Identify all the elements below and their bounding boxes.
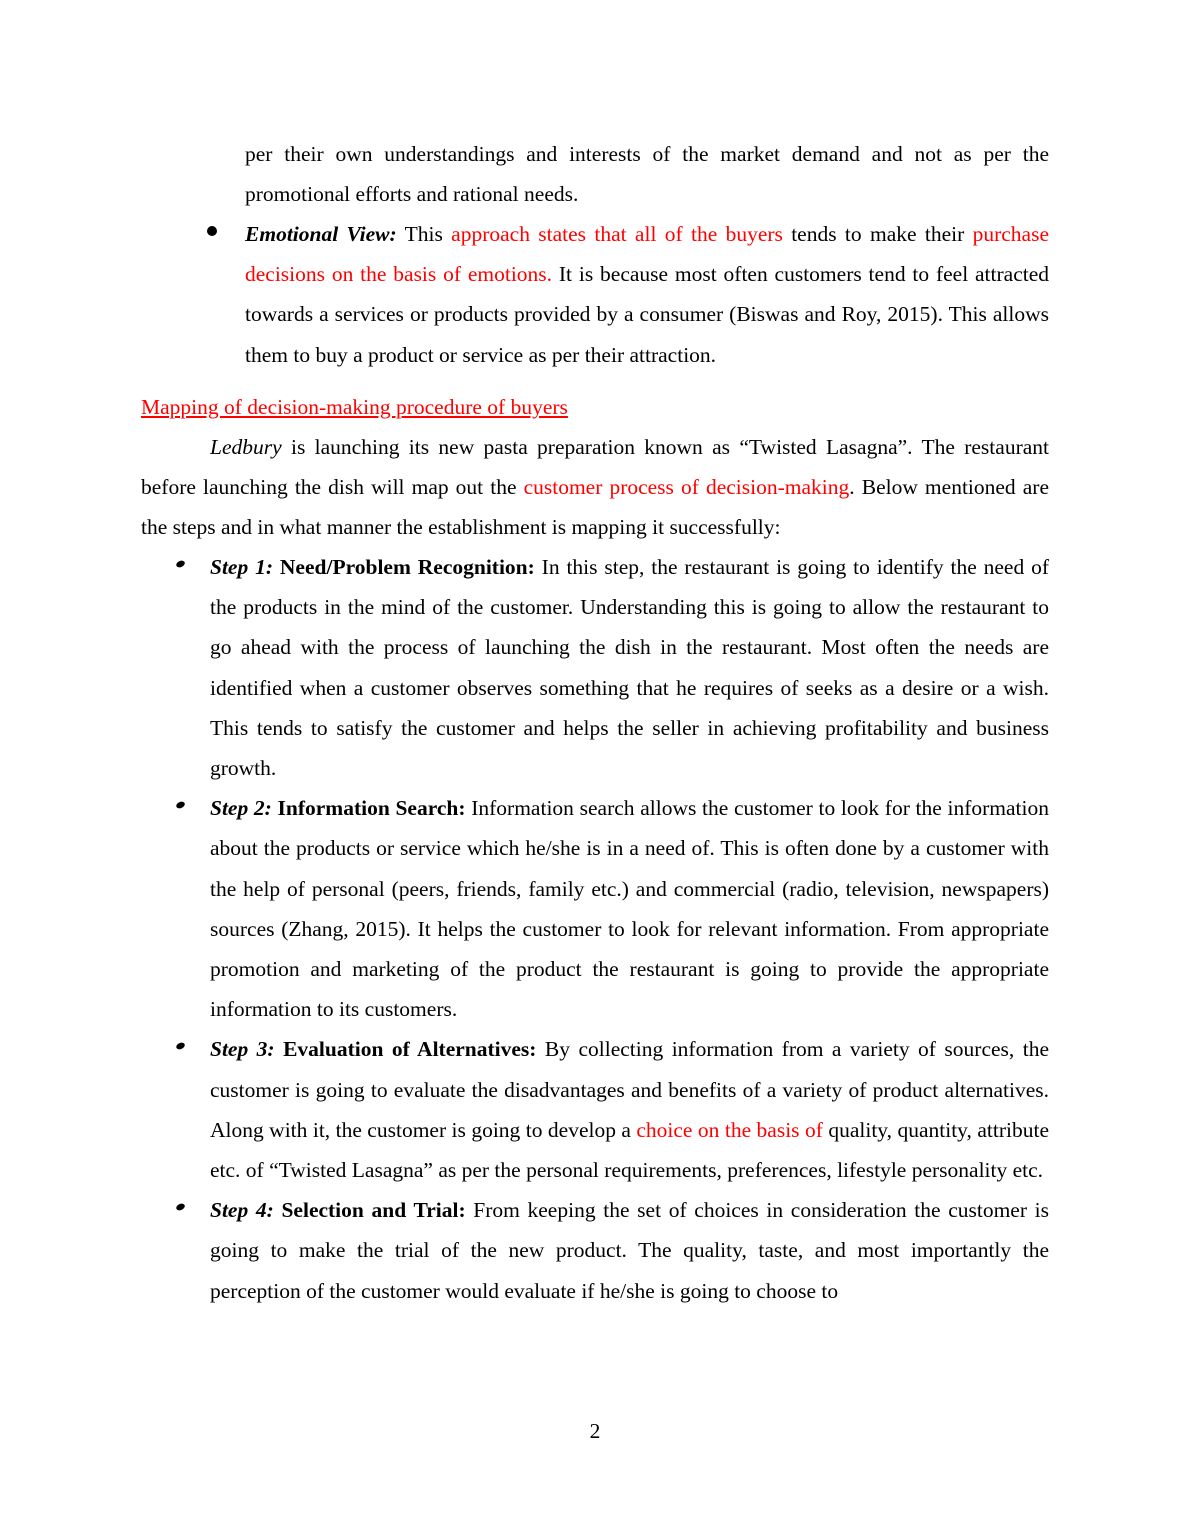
step-label: Step 1: bbox=[210, 555, 274, 579]
step-label: Step 4: bbox=[210, 1198, 274, 1223]
continuation-paragraph: per their own understandings and interests of the market demand and not as per the promotional efforts and rational needs. bbox=[245, 142, 1049, 207]
steps-list bbox=[210, 547, 1049, 1311]
bullet-icon bbox=[175, 1203, 186, 1212]
step-label: Step 2: bbox=[210, 796, 272, 821]
emotional-view-title: Emotional View: bbox=[245, 222, 397, 246]
bullet-icon bbox=[175, 801, 186, 810]
restaurant-name: Ledbury bbox=[210, 435, 282, 459]
highlight-text: customer process of decision-making bbox=[523, 475, 850, 500]
page-number: 2 bbox=[589, 1419, 601, 1443]
step-title: Evaluation of Alternatives: bbox=[283, 1037, 537, 1062]
highlight-text: purchase decisions on the basis of emotions. bbox=[245, 222, 1049, 287]
step-paragraph: Step 2: Information Search: Information search allows the customer to look for the information about the products or service which he/she is in a need of. This is often done by a customer with the help of personal (peers, friends, family etc.) and commercial (radio, television, newspapers) sources (Zhang, 2015). It helps the customer to look for relevant information. From appropriate promotion and marketing of the product the restaurant is going to provide the appropriate information to its customers. bbox=[210, 796, 1050, 1022]
step-title: Need/Problem Recognition: bbox=[279, 555, 535, 579]
list-item bbox=[210, 1029, 1049, 1190]
step-paragraph: Step 1: Need/Problem Recognition: In this step, the restaurant is going to identify the need of the products in the mind of the customer. Understanding this is going to allow the restaurant to go ahead with the process of launching the dish in the restaurant. Most often the needs are identified when a customer observes something that he requires of seeks as a desire or a wish. This tends to satisfy the customer and helps the seller in achieving profitability and business growth. bbox=[210, 555, 1050, 781]
step-title: Selection and Trial: bbox=[281, 1198, 466, 1223]
section-heading: Mapping of decision-making procedure of buyers bbox=[141, 395, 568, 419]
list-item bbox=[210, 1190, 1049, 1311]
emotional-view-paragraph: Emotional View: This approach states that all of the buyers tends to make their purchase decisions on the basis of emotions. It is because most often customers tend to feel attracted towards a services or products provided by a consumer (Biswas and Roy, 2015). This allows them to buy a product or service as per their attraction. bbox=[245, 222, 1049, 367]
list-item bbox=[210, 788, 1049, 1029]
bullet-icon bbox=[207, 226, 217, 236]
bullet-icon bbox=[175, 1042, 186, 1051]
intro-paragraph: Ledbury is launching its new pasta preparation known as “Twisted Lasagna”. The restaurant before launching the dish will map out the customer process of decision-making. Below mentioned are the steps and in what manner the establishment is mapping it successfully: bbox=[141, 435, 1050, 540]
bullet-icon bbox=[175, 559, 186, 568]
list-item bbox=[210, 547, 1049, 788]
step-label: Step 3: bbox=[210, 1037, 275, 1062]
step-title: Information Search: bbox=[277, 796, 466, 821]
step-paragraph: Step 3: Evaluation of Alternatives: By collecting information from a variety of sources, the customer is going to evaluate the disadvantages and benefits of a variety of product alternatives. Along with it, the customer is going to develop a choice on the basis of quality, quantity, attribute etc. of “Twisted Lasagna” as per the personal requirements, preferences, lifestyle personality etc. bbox=[210, 1037, 1049, 1183]
step-paragraph: Step 4: Selection and Trial: From keeping the set of choices in consideration the customer is going to make the trial of the new product. The quality, taste, and most importantly the perception of the customer would evaluate if he/she is going to choose to bbox=[210, 1198, 1050, 1303]
highlight-text: choice on the basis of bbox=[636, 1117, 823, 1142]
highlight-text: approach states that all of the buyers bbox=[451, 222, 783, 246]
